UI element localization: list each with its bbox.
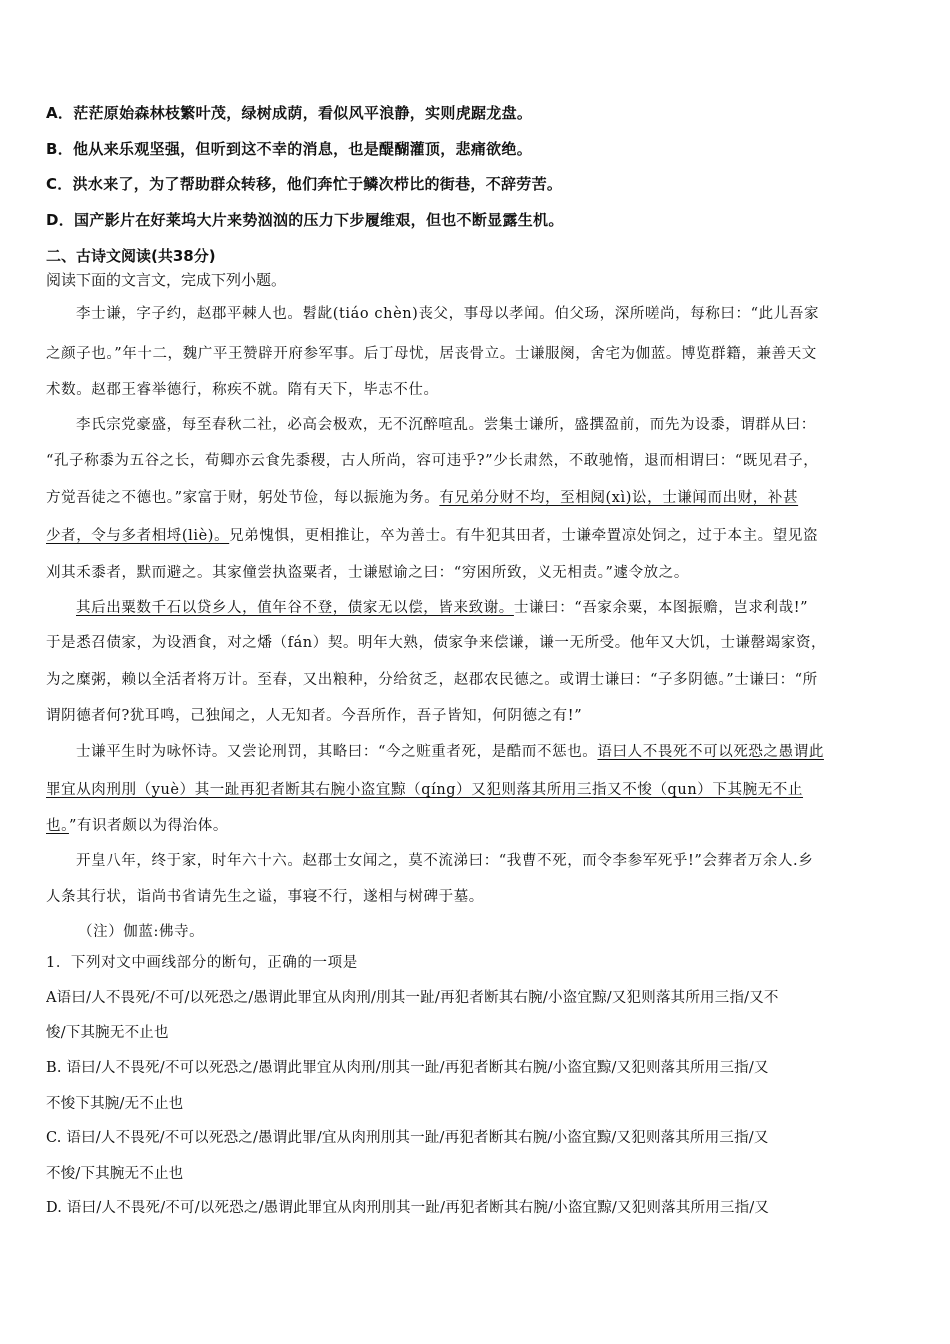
passage-line: 刈其禾黍者，默而避之。其家僮尝执盗粟者，士谦慰谕之曰：“穷困所致，义无相责。”遽令放之。 [46,565,689,581]
passage-line: 李氏宗党豪盛，每至春秋二社，必高会极欢，无不沉醉喧乱。尝集士谦所，盛撰盈前，而先为设黍，谓群从曰： [76,417,816,433]
footnote: （注）伽蓝:佛寺。 [78,924,205,940]
passage-text: 兄弟愧惧，更相推让，卒为善士。有牛犯其田者，士谦牵置凉处饲之，过于本主。望见盗 [229,528,819,544]
option-c-prev: C．洪水来了，为了帮助群众转移，他们奔忙于鳞次栉比的街巷，不辞劳苦。 [46,175,563,193]
passage-line: “孔子称黍为五谷之长，荀卿亦云食先黍稷，古人所尚，容可违乎?”少长肃然，不敢驰惰，退而相谓曰：“既见君子， [46,453,819,469]
passage-line [46,814,908,835]
option-a-prev: A．茫茫原始森林枝繁叶茂，绿树成荫，看似风平浪静，实则虎踞龙盘。 [46,104,533,122]
answer-option-c: C. 语曰/人不畏死/不可以死恐之/愚谓此罪/宜从肉刑刖其一趾/再犯者断其右腕/小盗宜黥/又犯则落其所用三指/又 [46,1130,769,1146]
option-b-prev: B．他从来乐观坚强，但听到这不幸的消息，也是醍醐灌顶，悲痛欲绝。 [46,140,533,158]
passage-line [46,486,908,507]
underlined-passage-line: 罪宜从肉刑刖（yuè）其一趾再犯者断其右腕小盗宜黥（qíng）又犯则落其所用三指又不悛（qun）下其腕无不止 [46,782,804,798]
passage-line [46,524,908,545]
underlined-text: 也。 [46,818,69,834]
underlined-text: 少者，令与多者相埒(liè)。 [46,528,230,544]
passage-line [46,740,908,761]
underlined-text: 有兄弟分财不均，至相阋(xì)讼，士谦闻而出财，补甚 [439,490,799,506]
passage-line: 谓阴德者何?犹耳鸣，己独闻之，人无知者。今吾所作，吾子皆知，何阴德之有!” [46,708,583,724]
answer-option-a-cont: 悛/下其腕无不止也 [46,1025,169,1041]
passage-text: 士谦平生时为咏怀诗。又尝论刑罚，其略曰：“今之赃重者死，是酷而不惩也。 [76,744,598,760]
question-stem: 1．下列对文中画线部分的断句，正确的一项是 [46,955,358,971]
passage-line: 术数。赵郡王睿举德行，称疾不就。隋有天下，毕志不仕。 [46,382,439,398]
answer-option-d: D. 语曰/人不畏死/不可/以死恐之/愚谓此罪宜从肉刑刖其一趾/再犯者断其右腕/小盗宜黥/又犯则落其所用三指/又 [46,1200,770,1216]
passage-line: 开皇八年，终于家，时年六十六。赵郡士女闻之，莫不流涕曰：“我曹不死，而令李参军死乎!”会葬者万余人.乡 [76,853,814,869]
passage-text: 方觉吾徒之不德也。”家富于财，躬处节俭，每以振施为务。 [46,490,440,506]
passage-text: ”有识者颇以为得治体。 [68,818,228,834]
passage-line: 之颜子也。”年十二，魏广平王赞辟开府参军事。后丁母忧，居丧骨立。士谦服阕，舍宅为伽蓝。博览群籍，兼善天文 [46,346,817,362]
passage-line: 人条其行状，诣尚书省请先生之谥，事寝不行，遂相与树碑于墓。 [46,889,484,905]
passage-text: 士谦曰：“吾家余粟，本图振赡，岂求利哉!” [513,600,809,616]
section-instruction: 阅读下面的文言文，完成下列小题。 [46,271,287,289]
underlined-text: 语曰人不畏死不可以死恐之愚谓此 [597,744,824,760]
answer-option-b: B. 语曰/人不畏死/不可以死恐之/愚谓此罪宜从肉刑/刖其一趾/再犯者断其右腕/小盗宜黥/又犯则落其所用三指/又 [46,1060,769,1076]
passage-line: 为之糜粥，赖以全活者将万计。至春，又出粮种，分给贫乏，赵郡农民德之。或谓士谦曰：“子多阴德。”士谦曰：“所 [46,672,818,688]
passage-line: 李士谦，字子约，赵郡平棘人也。髫龀(tiáo chèn)丧父，事母以孝闻。伯父玚，深所嗟尚，每称曰：“此儿吾家 [76,306,820,322]
option-d-prev: D．国产影片在好莱坞大片来势汹汹的压力下步履维艰，但也不断显露生机。 [46,211,564,229]
answer-option-b-cont: 不悛下其腕/无不止也 [46,1096,184,1112]
underlined-text: 其后出粟数千石以贷乡人，值年谷不登，债家无以偿，皆来致谢。 [76,600,514,616]
answer-option-c-cont: 不悛/下其腕无不止也 [46,1166,184,1182]
answer-option-a: A语曰/人不畏死/不可/以死恐之/愚谓此罪宜从肉刑/刖其一趾/再犯者断其右腕/小盗宜黥/又犯则落其所用三指/又不 [46,990,779,1006]
section-heading: 二、古诗文阅读(共38分) [46,247,216,265]
passage-line [46,596,908,617]
passage-line: 于是悉召债家，为设酒食，对之燔（fán）契。明年大熟，债家争来偿谦，谦一无所受。他年又大饥，士谦罄竭家资， [46,635,827,651]
